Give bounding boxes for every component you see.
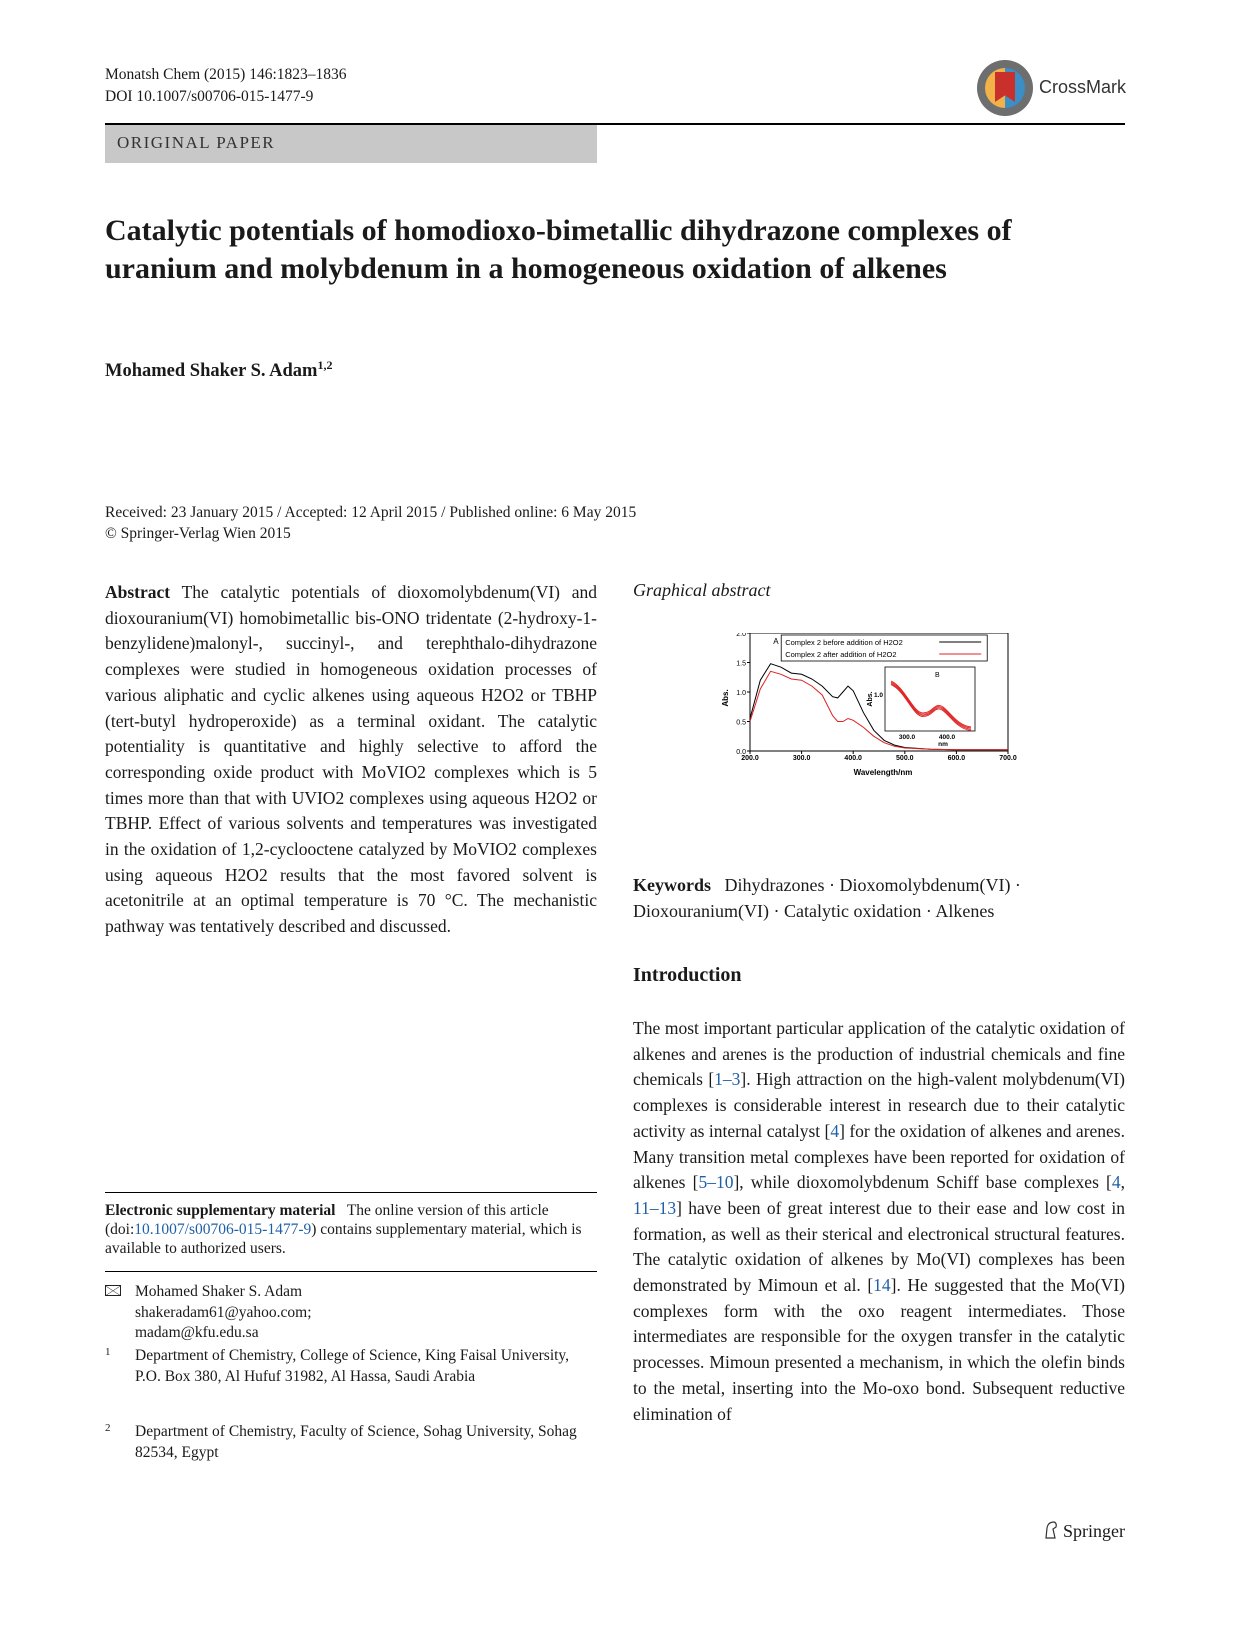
abstract-label: Abstract bbox=[105, 582, 171, 602]
intro-text-6: ]. He suggested that the Mo(VI) complexes form with the oxo reagent intermediates. Those intermediates are responsible for the oxygen transfer in the catalytic processes. Mimoun presented a mechanism, in which the olefin binds to the metal, inserting into the Mo-oxo bond. Subsequent reductive elimination of bbox=[633, 1275, 1125, 1424]
footnote-rule-2 bbox=[105, 1271, 597, 1272]
y-tick-label: 1.5 bbox=[736, 660, 746, 668]
legend-entry: Complex 2 before addition of H2O2 bbox=[785, 638, 903, 647]
x-tick-label: 700.0 bbox=[999, 755, 1017, 762]
inset-y-tick-label: 1.0 bbox=[873, 692, 883, 699]
citation-link[interactable]: 4 bbox=[830, 1120, 840, 1141]
esm-text-1: The online version of this article (doi: bbox=[105, 1202, 549, 1238]
y-tick-label: 0.5 bbox=[736, 719, 746, 727]
article-doi: DOI 10.1007/s00706-015-1477-9 bbox=[105, 88, 314, 105]
correspondence-name: Mohamed Shaker S. Adam bbox=[135, 1283, 303, 1300]
author-name: Mohamed Shaker S. Adam bbox=[105, 361, 318, 382]
x-tick-label: 600.0 bbox=[947, 755, 966, 762]
panel-label-a: A bbox=[773, 637, 779, 646]
publication-dates bbox=[105, 502, 636, 544]
inset-x-axis-label: nm bbox=[938, 741, 948, 748]
envelope-icon bbox=[105, 1285, 121, 1296]
x-axis-label: Wavelength/nm bbox=[853, 768, 913, 777]
springer-horse-icon bbox=[1043, 1520, 1059, 1540]
publisher-logo bbox=[1043, 1520, 1125, 1542]
abstract bbox=[105, 580, 597, 940]
x-tick-label: 400.0 bbox=[844, 755, 862, 762]
crossmark-label: CrossMark bbox=[1039, 77, 1127, 97]
author-line bbox=[105, 358, 332, 382]
esm-label: Electronic supplementary material bbox=[105, 1202, 336, 1219]
article-type-bar bbox=[105, 125, 597, 163]
history-dates: Received: 23 January 2015 / Accepted: 12 April 2015 / Published online: 6 May 2015 bbox=[105, 504, 637, 521]
citation-link[interactable]: 1–3 bbox=[714, 1069, 741, 1090]
legend-entry: Complex 2 after addition of H2O2 bbox=[785, 650, 897, 659]
correspondence-email-2[interactable]: madam@kfu.edu.sa bbox=[135, 1324, 259, 1341]
copyright-line: © Springer-Verlag Wien 2015 bbox=[105, 525, 291, 542]
x-tick-label: 300.0 bbox=[792, 755, 811, 762]
graphical-abstract-label: Graphical abstract bbox=[633, 580, 771, 600]
intro-text-2: ]. High attraction on the high-valent molybdenum(VI) complexes is considerable interest in research due to their catalytic activity as internal catalyst [ bbox=[633, 1069, 1125, 1141]
intro-text-4: ], while dioxomolybdenum Schiff base complexes [ bbox=[733, 1172, 1112, 1193]
affiliation-number: 1 bbox=[105, 1346, 111, 1358]
graphical-abstract-chart bbox=[720, 633, 1030, 818]
x-tick-label: 200.0 bbox=[741, 755, 759, 762]
esm-text-2: ) contains supplementary material, which is available to authorized users. bbox=[105, 1221, 582, 1257]
keywords-label: Keywords bbox=[633, 875, 711, 895]
journal-header bbox=[105, 64, 347, 108]
citation-link[interactable]: 11–13 bbox=[633, 1197, 677, 1218]
citation-link[interactable]: 5–10 bbox=[698, 1172, 734, 1193]
author-affiliation-marks: 1,2 bbox=[317, 358, 333, 372]
citation-link[interactable]: 14 bbox=[873, 1275, 891, 1296]
panel-label-b: B bbox=[935, 672, 940, 679]
inset-x-tick-label: 400.0 bbox=[938, 734, 956, 741]
y-axis-label: Abs. bbox=[721, 689, 730, 707]
inset-x-tick-label: 300.0 bbox=[898, 734, 916, 741]
y-tick-label: 2.0 bbox=[736, 633, 746, 638]
intro-text-4b: , bbox=[1120, 1172, 1125, 1193]
affiliation-text: Department of Chemistry, College of Science, King Faisal University, P.O. Box 380, Al Hufuf 31982, Al Hassa, Saudi Arabia bbox=[135, 1347, 570, 1385]
affiliation-number: 2 bbox=[105, 1422, 111, 1434]
introduction-heading: Introduction bbox=[633, 964, 742, 986]
affiliation-2 bbox=[105, 1422, 597, 1463]
inset-y-axis-label: Abs. bbox=[867, 691, 874, 707]
inset-frame bbox=[885, 667, 975, 731]
crossmark-badge[interactable] bbox=[977, 60, 1127, 118]
intro-text-3: ] for the oxidation of alkenes and arenes. Many transition metal complexes have been reported for oxidation of alkenes [ bbox=[633, 1120, 1125, 1193]
article-type: ORIGINAL PAPER bbox=[117, 133, 276, 152]
x-tick-label: 500.0 bbox=[896, 755, 914, 762]
esm-doi-link[interactable]: 10.1007/s00706-015-1477-9 bbox=[134, 1221, 312, 1238]
affiliation-1 bbox=[105, 1346, 597, 1387]
keywords bbox=[633, 872, 1125, 924]
y-tick-label: 1.0 bbox=[736, 690, 746, 697]
affiliation-text: Department of Chemistry, Faculty of Science, Sohag University, Sohag 82534, Egypt bbox=[135, 1423, 577, 1461]
keywords-text: Dihydrazones · Dioxomolybdenum(VI) · Dioxouranium(VI) · Catalytic oxidation · Alkenes bbox=[633, 875, 1021, 921]
intro-text-1: The most important particular application of the catalytic oxidation of alkenes and arenes is the production of industrial chemicals and fine chemicals [ bbox=[633, 1018, 1125, 1090]
article-title: Catalytic potentials of homodioxo-bimetallic dihydrazone complexes of uranium and molybdenum in a homogeneous oxidation of alkenes bbox=[105, 214, 1012, 285]
y-tick-label: 0.0 bbox=[736, 749, 746, 756]
esm-note bbox=[105, 1201, 597, 1258]
crossmark-logo-icon bbox=[977, 60, 1033, 116]
intro-text-5: ] have been of great interest due to their ease and low cost in formation, as well as their sterical and electronical structural features. The catalytic oxidation of alkenes by Mo(VI) complexes has been demonstrated by Mimoun et al. [ bbox=[633, 1197, 1125, 1296]
introduction-text bbox=[633, 1016, 1125, 1427]
correspondence bbox=[105, 1282, 597, 1344]
correspondence-email-1[interactable]: shakeradam61@yahoo.com; bbox=[135, 1303, 312, 1321]
abstract-text: The catalytic potentials of dioxomolybdenum(VI) and dioxouranium(VI) homobimetallic bis-ONO tridentate (2-hydroxy-1-benzylidene)malonyl-, succinyl-, and terephthalo-dihydrazone complexes were studied in homogeneous oxidation processes of various aliphatic and cyclic alkenes using aqueous H2O2 or TBHP (tert-butyl hydroperoxide) as a terminal oxidant. The catalytic potentiality is quantitative and highly selective to afford the corresponding oxide product with MoVIO2 complexes which is 5 times more than that with UVIO2 complexes using aqueous H2O2 or TBHP. Effect of various solvents and temperatures was investigated in the oxidation of 1,2-cyclooctene catalyzed by MoVIO2 complexes using aqueous H2O2 results that the most favored solvent is acetonitrile at an optimal temperature is 70 °C. The mechanistic pathway was tentatively described and discussed. bbox=[105, 582, 597, 937]
footnote-rule bbox=[105, 1192, 597, 1193]
uv-vis-spectrum-svg bbox=[720, 633, 1030, 818]
journal-citation: Monatsh Chem (2015) 146:1823–1836 bbox=[105, 66, 347, 83]
publisher-name: Springer bbox=[1063, 1521, 1125, 1541]
citation-link[interactable]: 4 bbox=[1111, 1172, 1121, 1193]
